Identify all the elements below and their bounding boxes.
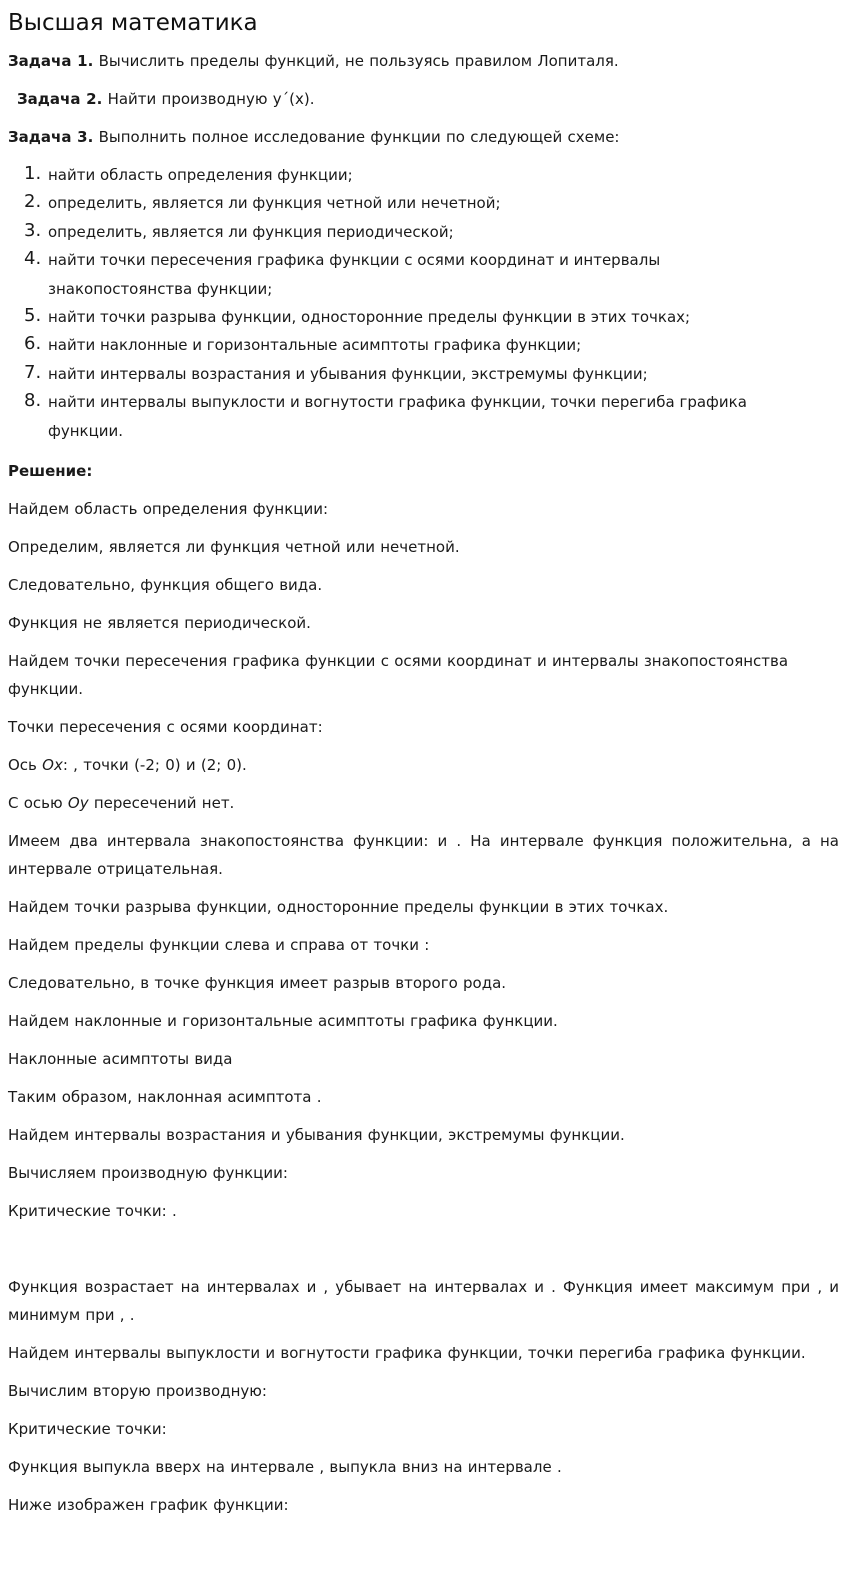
task-1 [8, 47, 839, 75]
ox-axis-symbol: Ox [42, 756, 63, 775]
list-item-text: найти область определения функции; [48, 166, 353, 184]
list-item-text: найти интервалы выпуклости и вогнутости графика функции, точки перегиба графика функции. [48, 393, 747, 440]
list-item [8, 360, 839, 388]
page-title: Высшая математика [8, 10, 258, 36]
solution-axes-points: Точки пересечения с осями координат: [8, 718, 323, 737]
solution-convexity: Найдем интервалы выпуклости и вогнутости графика функции, точки перегиба графика функции. [8, 1344, 806, 1363]
solution-second-derivative: Вычислим вторую производную: [8, 1382, 267, 1401]
task-1-text: Вычислить пределы функций, не пользуясь правилом Лопиталя. [98, 52, 619, 70]
solution-extrema: Функция возрастает на интервалах и , убывает на интервалах и . Функция имеет максимум при , и минимум при , . [8, 1278, 839, 1325]
list-item-text: найти интервалы возрастания и убывания функции, экстремумы функции; [48, 364, 648, 383]
oy-prefix: С осью [8, 794, 68, 813]
solution-domain: Найдем область определения функции: [8, 500, 329, 519]
list-item-number: 4. [24, 248, 42, 270]
task-2-text: Найти производную y´(x). [107, 90, 315, 108]
solution-periodic: Функция не является периодической. [8, 614, 311, 633]
task-3 [8, 123, 839, 151]
list-item-text: найти точки пересечения графика функции с осями координат и интервалы знакопостоянства функции; [48, 251, 661, 298]
list-item [8, 189, 839, 217]
list-item [8, 246, 839, 303]
list-item [8, 303, 839, 331]
list-item [8, 331, 839, 359]
list-item-number: 1. [24, 163, 42, 184]
solution-heading: Решение: [8, 462, 93, 481]
task-3-label: Задача 3. [8, 128, 94, 146]
solution-intersections: Найдем точки пересечения графика функции с осями координат и интервалы знакопостоянства функции. [8, 652, 789, 699]
list-item-number: 5. [24, 305, 42, 327]
solution-critical-points-2: Критические точки: [8, 1420, 167, 1439]
task-2-label: Задача 2. [17, 90, 103, 108]
solution-derivative: Вычисляем производную функции: [8, 1164, 288, 1183]
solution-oblique-form: Наклонные асимптоты вида [8, 1050, 233, 1069]
list-item-number: 8. [24, 390, 42, 412]
solution-critical-points-1: Критические точки: . [8, 1202, 177, 1221]
task-1-label: Задача 1. [8, 52, 94, 70]
oy-axis-symbol: Oy [67, 794, 89, 813]
task-2 [8, 85, 839, 113]
list-item-number: 2. [24, 191, 42, 213]
list-item [8, 388, 839, 445]
list-item [8, 218, 839, 246]
task-3-steps-list [8, 161, 839, 445]
solution-oblique-result: Таким образом, наклонная асимптота . [8, 1088, 322, 1107]
list-item-text: определить, является ли функция четной или нечетной; [48, 194, 501, 213]
list-item-number: 7. [24, 361, 42, 383]
solution-graph-below: Ниже изображен график функции: [8, 1496, 289, 1515]
list-item-text: найти точки разрыва функции, односторонние пределы функции в этих точках; [48, 308, 691, 327]
solution-second-kind: Следовательно, в точке функция имеет разрыв второго рода. [8, 974, 507, 993]
oy-rest: пересечений нет. [88, 794, 235, 813]
solution-general: Следовательно, функция общего вида. [8, 576, 323, 595]
task-3-text: Выполнить полное исследование функции по следующей схеме: [98, 128, 620, 146]
solution-sign-intervals: Имеем два интервала знакопостоянства функции: и . На интервале функция положительна, а на интервале отрицательная. [8, 832, 839, 879]
solution-ox [8, 751, 839, 779]
solution-parity: Определим, является ли функция четной или нечетной. [8, 538, 460, 557]
list-item [8, 161, 839, 189]
ox-rest: : , точки (-2; 0) и (2; 0). [62, 756, 247, 775]
list-item-number: 6. [24, 333, 42, 355]
solution-breaks: Найдем точки разрыва функции, односторонние пределы функции в этих точках. [8, 898, 669, 917]
solution-monotonic: Найдем интервалы возрастания и убывания функции, экстремумы функции. [8, 1126, 625, 1145]
solution-convex-result: Функция выпукла вверх на интервале , выпукла вниз на интервале . [8, 1458, 562, 1477]
solution-oy [8, 789, 839, 817]
list-item-text: найти наклонные и горизонтальные асимптоты графика функции; [48, 336, 582, 355]
list-item-text: определить, является ли функция периодической; [48, 222, 454, 241]
list-item-number: 3. [24, 219, 42, 241]
solution-limits: Найдем пределы функции слева и справа от точки : [8, 936, 430, 955]
ox-prefix: Ось [8, 756, 43, 775]
solution-asymptotes: Найдем наклонные и горизонтальные асимптоты графика функции. [8, 1012, 558, 1031]
